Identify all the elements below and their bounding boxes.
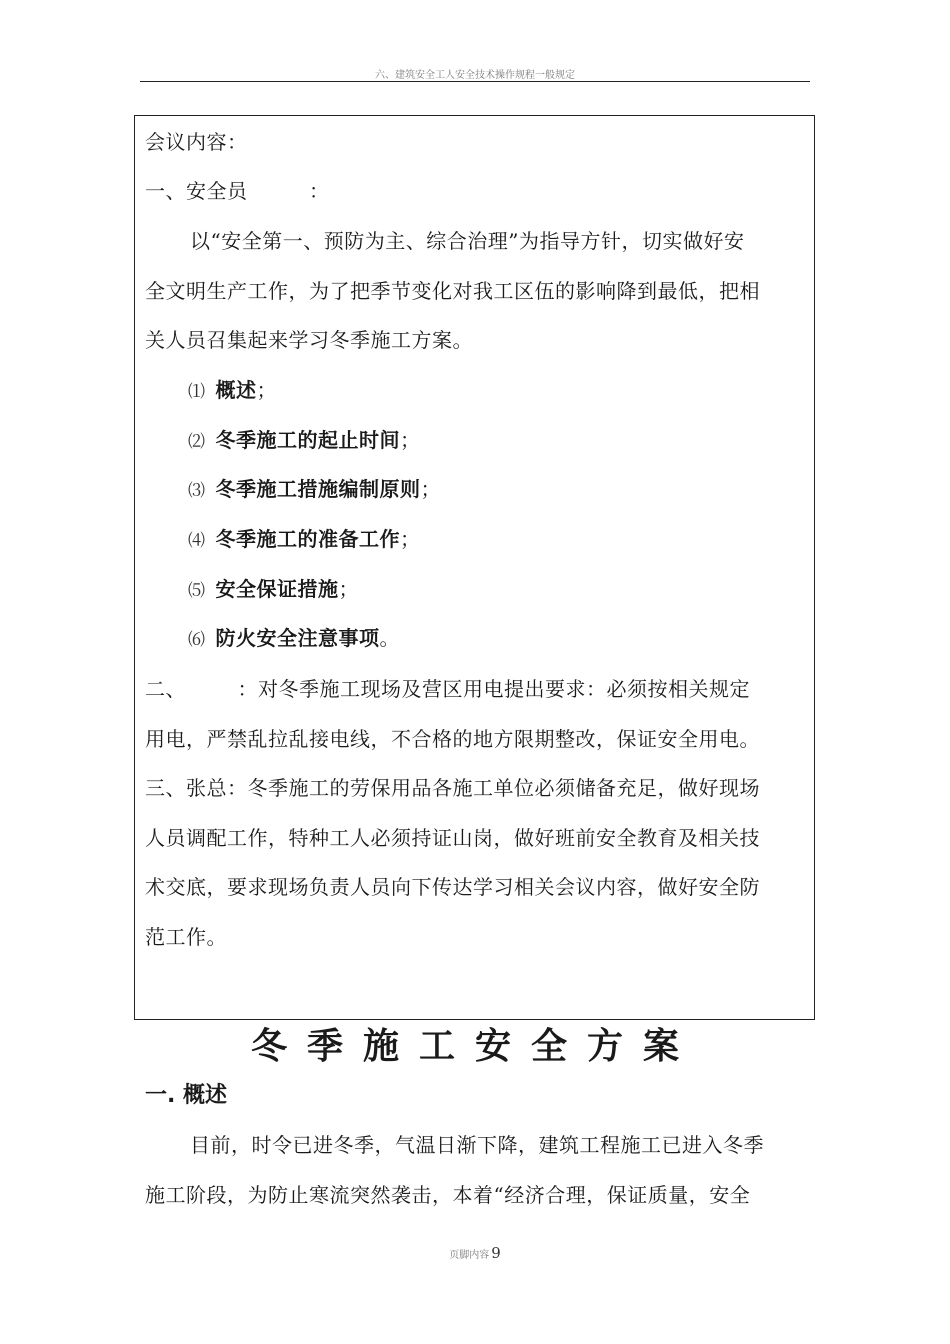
paragraph-line: 全文明生产工作，为了把季节变化对我工区伍的影响降到最低，把相	[145, 279, 760, 303]
agenda-item-number: ⑶	[188, 481, 206, 501]
agenda-item-punct: 。	[379, 626, 400, 650]
paragraph-line: 二、 ：对冬季施工现场及营区用电提出要求：必须按相关规定	[145, 677, 750, 701]
agenda-item-punct: ；	[338, 577, 359, 601]
agenda-item-text: 冬季施工的准备工作	[215, 527, 400, 551]
agenda-item-punct: ；	[400, 527, 421, 551]
page-footer	[0, 1244, 950, 1262]
paragraph-line: 三、张总：冬季施工的劳保用品各施工单位必须储备充足，做好现场	[145, 776, 760, 800]
paragraph-line: 目前，时令已进冬季，气温日渐下降，建筑工程施工已进入冬季	[190, 1133, 764, 1157]
agenda-item	[188, 575, 359, 605]
agenda-item-text: 冬季施工的起止时间	[215, 428, 400, 452]
paragraph-line: 术交底，要求现场负责人员向下传达学习相关会议内容，做好安全防	[145, 875, 760, 899]
agenda-item-punct: ；	[400, 428, 421, 452]
agenda-item	[188, 475, 441, 505]
section-heading: 一. 概述	[145, 1083, 228, 1108]
paragraph-line: 关人员召集起来学习冬季施工方案。	[145, 328, 473, 352]
footer-label: 页脚内容	[449, 1250, 490, 1261]
paragraph-line: 人员调配工作，特种工人必须持证山岗，做好班前安全教育及相关技	[145, 826, 760, 850]
paragraph-line: 以“安全第一、预防为主、综合治理”为指导方针，切实做好安	[190, 229, 745, 253]
agenda-item	[188, 376, 277, 406]
item-one-label: 一、安全员 ：	[145, 179, 330, 203]
agenda-item	[188, 624, 400, 654]
agenda-item-text: 概述	[215, 378, 257, 402]
paragraph-line: 范工作。	[145, 925, 227, 949]
agenda-item-punct: ；	[256, 378, 277, 402]
page-number: 9	[491, 1244, 501, 1262]
agenda-item	[188, 525, 421, 555]
agenda-item-text: 安全保证措施	[215, 577, 339, 601]
agenda-item-number: ⑹	[188, 630, 206, 650]
agenda-item-text: 防火安全注意事项	[215, 626, 380, 650]
agenda-item	[188, 426, 421, 456]
agenda-item-number: ⑷	[188, 531, 206, 551]
agenda-item-number: ⑵	[188, 432, 206, 452]
agenda-item-number: ⑸	[188, 581, 206, 601]
agenda-item-punct: ；	[420, 477, 441, 501]
page-header-text: 六、建筑安全工人安全技术操作规程一般规定	[375, 70, 575, 81]
minutes-heading: 会议内容：	[145, 130, 248, 154]
header-rule	[140, 81, 810, 82]
agenda-item-text: 冬季施工措施编制原则	[215, 477, 421, 501]
paragraph-line: 施工阶段，为防止寒流突然袭击，本着“经济合理，保证质量，安全	[145, 1183, 751, 1207]
paragraph-line: 用电，严禁乱拉乱接电线，不合格的地方限期整改，保证安全用电。	[145, 727, 760, 751]
agenda-item-number: ⑴	[188, 382, 206, 402]
document-title: 冬季施工安全方案	[250, 1025, 699, 1067]
